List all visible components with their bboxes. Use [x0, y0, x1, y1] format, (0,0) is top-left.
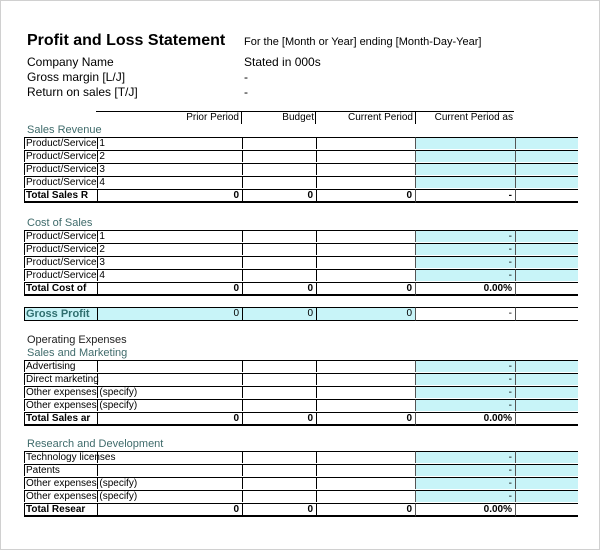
budget-cell[interactable]: 0: [242, 282, 316, 296]
row-label[interactable]: Gross Profit: [24, 307, 97, 321]
table-row[interactable]: [24, 360, 578, 373]
extra-cell[interactable]: [515, 243, 578, 255]
extra-cell[interactable]: [515, 360, 578, 372]
extra-cell[interactable]: [515, 464, 578, 476]
current-cell[interactable]: [316, 230, 415, 242]
column-header-current-period-as: Current Period as: [434, 112, 513, 123]
current-cell[interactable]: [316, 269, 415, 281]
budget-cell[interactable]: [242, 163, 316, 175]
period-subtitle: For the [Month or Year] ending [Month-Day-Year]: [244, 36, 482, 48]
percent-cell[interactable]: -: [415, 386, 515, 398]
section-cost-of-sales: Cost of Sales: [27, 217, 93, 229]
table-row[interactable]: [24, 373, 578, 386]
percent-cell[interactable]: -: [415, 230, 515, 242]
section-sales-marketing: Sales and Marketing: [27, 347, 128, 359]
current-cell[interactable]: [316, 360, 415, 372]
budget-cell[interactable]: 0: [242, 189, 316, 203]
budget-cell[interactable]: 0: [242, 503, 316, 517]
row-label[interactable]: Product/Service 4: [26, 177, 105, 188]
extra-cell[interactable]: [515, 307, 578, 321]
percent-cell[interactable]: -: [415, 243, 515, 255]
row-label[interactable]: Product/Service 1: [26, 138, 105, 149]
row-label[interactable]: Product/Service 4: [26, 270, 105, 281]
row-label[interactable]: Total Cost of: [24, 282, 97, 296]
prior-cell[interactable]: [97, 360, 242, 372]
extra-cell[interactable]: [515, 189, 578, 203]
row-label[interactable]: Direct marketing: [26, 374, 99, 385]
extra-cell[interactable]: [515, 451, 578, 463]
total-row[interactable]: [24, 412, 578, 425]
table-row[interactable]: [24, 256, 578, 269]
current-cell[interactable]: [316, 464, 415, 476]
table-row[interactable]: [24, 464, 578, 477]
gross-margin-value[interactable]: -: [244, 70, 248, 84]
current-cell[interactable]: [316, 243, 415, 255]
table-row[interactable]: [24, 386, 578, 399]
gross-profit-row[interactable]: [24, 307, 578, 320]
column-divider: [241, 111, 242, 124]
prior-cell[interactable]: [97, 373, 242, 385]
prior-cell[interactable]: 0: [97, 282, 242, 296]
prior-cell[interactable]: [97, 230, 242, 242]
budget-cell[interactable]: [242, 269, 316, 281]
section-operating-expenses: Operating Expenses: [27, 334, 127, 346]
prior-cell[interactable]: [97, 269, 242, 281]
current-cell[interactable]: [316, 137, 415, 149]
current-cell[interactable]: 0: [316, 412, 415, 426]
current-cell[interactable]: 0: [316, 189, 415, 203]
row-label[interactable]: Product/Service 3: [26, 164, 105, 175]
table-row[interactable]: [24, 243, 578, 256]
prior-cell[interactable]: [97, 243, 242, 255]
page-title: Profit and Loss Statement: [27, 32, 226, 49]
percent-cell[interactable]: [415, 163, 515, 175]
row-label[interactable]: Total Resear: [24, 503, 97, 517]
row-label[interactable]: Product/Service 3: [26, 257, 105, 268]
row-label[interactable]: Product/Service 1: [26, 231, 105, 242]
current-cell[interactable]: [316, 256, 415, 268]
table-row[interactable]: [24, 399, 578, 412]
current-cell[interactable]: [316, 399, 415, 411]
extra-cell[interactable]: [515, 490, 578, 502]
extra-cell[interactable]: [515, 399, 578, 411]
percent-cell[interactable]: 0.00%: [415, 503, 515, 517]
extra-cell[interactable]: [515, 150, 578, 162]
percent-cell[interactable]: 0.00%: [415, 282, 515, 296]
current-cell[interactable]: [316, 373, 415, 385]
prior-cell[interactable]: [97, 477, 242, 489]
table-row[interactable]: [24, 137, 578, 150]
extra-cell[interactable]: [515, 163, 578, 175]
percent-cell[interactable]: -: [415, 451, 515, 463]
budget-cell[interactable]: [242, 150, 316, 162]
percent-cell[interactable]: -: [415, 373, 515, 385]
prior-cell[interactable]: [97, 176, 242, 188]
prior-cell[interactable]: [97, 451, 242, 463]
current-cell[interactable]: 0: [316, 307, 415, 321]
column-divider: [315, 111, 316, 124]
budget-cell[interactable]: [242, 477, 316, 489]
current-cell[interactable]: 0: [316, 282, 415, 296]
percent-cell[interactable]: -: [415, 464, 515, 476]
extra-cell[interactable]: [515, 256, 578, 268]
percent-cell[interactable]: 0.00%: [415, 412, 515, 426]
prior-cell[interactable]: [97, 490, 242, 502]
percent-cell[interactable]: -: [415, 189, 515, 203]
extra-cell[interactable]: [515, 412, 578, 426]
prior-cell[interactable]: [97, 137, 242, 149]
column-header-budget: Budget: [282, 112, 314, 123]
percent-cell[interactable]: -: [415, 360, 515, 372]
table-row[interactable]: [24, 490, 578, 503]
prior-cell[interactable]: [97, 150, 242, 162]
extra-cell[interactable]: [515, 269, 578, 281]
current-cell[interactable]: [316, 163, 415, 175]
percent-cell[interactable]: -: [415, 477, 515, 489]
column-header-current-period: Current Period: [347, 112, 413, 123]
extra-cell[interactable]: [515, 176, 578, 188]
section-sales-revenue: Sales Revenue: [27, 124, 102, 136]
percent-cell[interactable]: [415, 176, 515, 188]
row-label[interactable]: Other expenses (specify): [26, 400, 138, 411]
percent-cell[interactable]: [415, 150, 515, 162]
prior-cell[interactable]: [97, 163, 242, 175]
budget-cell[interactable]: [242, 243, 316, 255]
stated-in-value[interactable]: Stated in 000s: [244, 55, 321, 69]
budget-cell[interactable]: [242, 256, 316, 268]
table-row[interactable]: [24, 150, 578, 163]
extra-cell[interactable]: [515, 503, 578, 517]
current-cell[interactable]: [316, 150, 415, 162]
percent-cell[interactable]: -: [415, 399, 515, 411]
extra-cell[interactable]: [515, 386, 578, 398]
budget-cell[interactable]: [242, 464, 316, 476]
current-cell[interactable]: [316, 490, 415, 502]
return-on-sales-label: Return on sales [T/J]: [27, 85, 138, 99]
total-row[interactable]: [24, 503, 578, 516]
budget-cell[interactable]: [242, 386, 316, 398]
extra-cell[interactable]: [515, 282, 578, 296]
table-row[interactable]: [24, 451, 578, 464]
percent-cell[interactable]: -: [415, 256, 515, 268]
table-row[interactable]: [24, 230, 578, 243]
prior-cell[interactable]: [97, 386, 242, 398]
column-header-prior-period: Prior Period: [186, 112, 239, 123]
prior-cell[interactable]: [97, 464, 242, 476]
row-label[interactable]: Product/Service 2: [26, 244, 105, 255]
total-row[interactable]: [24, 189, 578, 202]
row-label[interactable]: Patents: [24, 464, 97, 476]
budget-cell[interactable]: [242, 451, 316, 463]
table-row[interactable]: [24, 477, 578, 490]
current-cell[interactable]: [316, 477, 415, 489]
prior-cell[interactable]: 0: [97, 412, 242, 426]
prior-cell[interactable]: 0: [97, 307, 242, 321]
current-cell[interactable]: 0: [316, 503, 415, 517]
percent-cell[interactable]: -: [415, 269, 515, 281]
budget-cell[interactable]: 0: [242, 412, 316, 426]
table-row[interactable]: [24, 176, 578, 189]
budget-cell[interactable]: [242, 490, 316, 502]
row-label[interactable]: Other expenses (specify): [26, 387, 138, 398]
company-name-label[interactable]: Company Name: [27, 55, 114, 69]
row-label[interactable]: Other expenses (specify): [26, 491, 138, 502]
extra-cell[interactable]: [515, 373, 578, 385]
row-label[interactable]: Advertising: [24, 360, 97, 372]
return-on-sales-value[interactable]: -: [244, 85, 248, 99]
budget-cell[interactable]: [242, 373, 316, 385]
current-cell[interactable]: [316, 386, 415, 398]
table-row[interactable]: [24, 163, 578, 176]
budget-cell[interactable]: [242, 399, 316, 411]
budget-cell[interactable]: 0: [242, 307, 316, 321]
percent-cell[interactable]: -: [415, 307, 515, 321]
current-cell[interactable]: [316, 451, 415, 463]
budget-cell[interactable]: [242, 230, 316, 242]
row-label[interactable]: Other expenses (specify): [26, 478, 138, 489]
row-label[interactable]: Product/Service 2: [26, 151, 105, 162]
current-cell[interactable]: [316, 176, 415, 188]
extra-cell[interactable]: [515, 477, 578, 489]
percent-cell[interactable]: [415, 137, 515, 149]
prior-cell[interactable]: 0: [97, 189, 242, 203]
budget-cell[interactable]: [242, 137, 316, 149]
row-label[interactable]: Total Sales R: [24, 189, 97, 203]
extra-cell[interactable]: [515, 230, 578, 242]
percent-cell[interactable]: -: [415, 490, 515, 502]
prior-cell[interactable]: [97, 256, 242, 268]
table-row[interactable]: [24, 269, 578, 282]
row-label[interactable]: Total Sales ar: [24, 412, 97, 426]
extra-cell[interactable]: [515, 137, 578, 149]
prior-cell[interactable]: 0: [97, 503, 242, 517]
total-row[interactable]: [24, 282, 578, 295]
budget-cell[interactable]: [242, 176, 316, 188]
gross-margin-label: Gross margin [L/J]: [27, 70, 126, 84]
budget-cell[interactable]: [242, 360, 316, 372]
row-label[interactable]: Technology licenses: [26, 452, 116, 463]
section-research-development: Research and Development: [27, 438, 164, 450]
prior-cell[interactable]: [97, 399, 242, 411]
column-divider: [415, 111, 416, 124]
